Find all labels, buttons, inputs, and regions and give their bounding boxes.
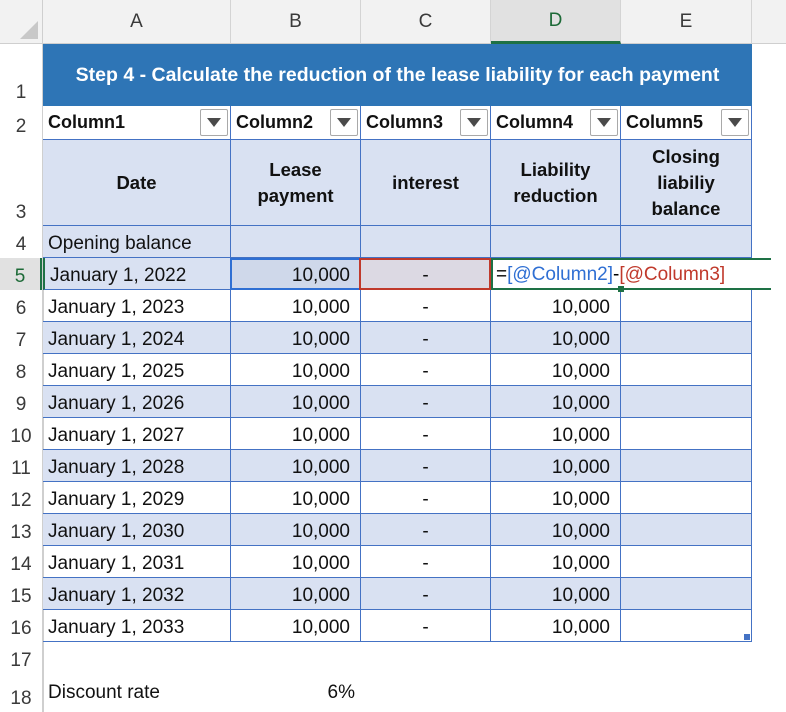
cell-d16-liability-reduction[interactable]: 10,000 xyxy=(491,610,621,642)
row-header-12[interactable]: 12 xyxy=(0,482,43,514)
cell-b9-lease-payment[interactable]: 10,000 xyxy=(231,386,361,418)
row-header-10[interactable]: 10 xyxy=(0,418,43,450)
formula-equals: = xyxy=(496,264,508,285)
cell-b4[interactable] xyxy=(231,226,361,258)
formula-reference-box-column2 xyxy=(230,258,361,290)
header-liability-reduction-label: Liability reduction xyxy=(513,158,598,206)
cell-e11-closing-balance[interactable] xyxy=(621,450,752,482)
chevron-down-icon xyxy=(207,118,221,127)
cell-c16-interest[interactable]: - xyxy=(361,610,491,642)
cell-e13-closing-balance[interactable] xyxy=(621,514,752,546)
fill-handle[interactable] xyxy=(618,286,624,292)
cell-c11-interest[interactable]: - xyxy=(361,450,491,482)
row-header-1[interactable]: 1 xyxy=(0,44,43,106)
cell-a16-date[interactable]: January 1, 2033 xyxy=(43,610,231,642)
cell-e10-closing-balance[interactable] xyxy=(621,418,752,450)
cell-a8-date[interactable]: January 1, 2025 xyxy=(43,354,231,386)
cell-d15-liability-reduction[interactable]: 10,000 xyxy=(491,578,621,610)
row-header-2[interactable]: 2 xyxy=(0,106,43,140)
cell-d10-liability-reduction[interactable]: 10,000 xyxy=(491,418,621,450)
filter-dropdown-button[interactable] xyxy=(200,109,228,136)
row-header-5[interactable]: 5 xyxy=(0,258,43,290)
cell-e7-closing-balance[interactable] xyxy=(621,322,752,354)
column-header-c[interactable]: C xyxy=(361,0,491,44)
cell-e9-closing-balance[interactable] xyxy=(621,386,752,418)
header-closing-balance[interactable] xyxy=(621,140,752,226)
row-header-9[interactable]: 9 xyxy=(0,386,43,418)
column-header-b[interactable]: B xyxy=(231,0,361,44)
table-resize-handle[interactable] xyxy=(744,634,750,640)
cell-a13-date[interactable]: January 1, 2030 xyxy=(43,514,231,546)
header-liability-reduction[interactable] xyxy=(491,140,621,226)
filter-dropdown-button[interactable] xyxy=(590,109,618,136)
cell-b11-lease-payment[interactable]: 10,000 xyxy=(231,450,361,482)
row-header-16[interactable]: 16 xyxy=(0,610,43,642)
table-header-label: Column5 xyxy=(626,112,704,132)
table-header-label: Column1 xyxy=(48,112,126,132)
cell-e6-closing-balance[interactable] xyxy=(621,290,752,322)
row-header-7[interactable]: 7 xyxy=(0,322,43,354)
cell-b14-lease-payment[interactable]: 10,000 xyxy=(231,546,361,578)
cell-e14-closing-balance[interactable] xyxy=(621,546,752,578)
row-header-18[interactable]: 18 xyxy=(0,674,43,712)
row-header-13[interactable]: 13 xyxy=(0,514,43,546)
discount-rate-label[interactable]: Discount rate xyxy=(48,682,160,703)
row-header-4[interactable]: 4 xyxy=(0,226,43,258)
cell-a6-date[interactable]: January 1, 2023 xyxy=(43,290,231,322)
cell-d4[interactable] xyxy=(491,226,621,258)
cell-b8-lease-payment[interactable]: 10,000 xyxy=(231,354,361,386)
table-header-column5[interactable] xyxy=(621,106,752,140)
cell-a12-date[interactable]: January 1, 2029 xyxy=(43,482,231,514)
cell-e8-closing-balance[interactable] xyxy=(621,354,752,386)
select-all-corner[interactable] xyxy=(0,0,43,44)
cell-b6-lease-payment[interactable]: 10,000 xyxy=(231,290,361,322)
cell-d13-liability-reduction[interactable]: 10,000 xyxy=(491,514,621,546)
cell-b15-lease-payment[interactable]: 10,000 xyxy=(231,578,361,610)
cell-d6-liability-reduction[interactable]: 10,000 xyxy=(491,290,621,322)
chevron-down-icon xyxy=(467,118,481,127)
cell-d9-liability-reduction[interactable]: 10,000 xyxy=(491,386,621,418)
active-cell-formula-d5[interactable] xyxy=(491,258,771,290)
formula-operator: - xyxy=(613,264,620,285)
header-date[interactable]: Date xyxy=(43,140,231,226)
cell-a14-date[interactable]: January 1, 2031 xyxy=(43,546,231,578)
cell-b16-lease-payment[interactable]: 10,000 xyxy=(231,610,361,642)
header-closing-balance-label: Closing liabiliy balance xyxy=(651,145,721,219)
cell-e16-closing-balance[interactable] xyxy=(621,610,752,642)
cell-e4[interactable] xyxy=(621,226,752,258)
cell-d14-liability-reduction[interactable]: 10,000 xyxy=(491,546,621,578)
table-header-column4[interactable] xyxy=(491,106,621,140)
cell-c13-interest[interactable]: - xyxy=(361,514,491,546)
cell-e15-closing-balance[interactable] xyxy=(621,578,752,610)
row-header-11[interactable]: 11 xyxy=(0,450,43,482)
column-header-overflow xyxy=(752,0,786,44)
cell-c5-interest[interactable]: - xyxy=(361,258,491,290)
column-header-a[interactable]: A xyxy=(43,0,231,44)
cell-b7-lease-payment[interactable]: 10,000 xyxy=(231,322,361,354)
cell-d12-liability-reduction[interactable]: 10,000 xyxy=(491,482,621,514)
table-header-label: Column4 xyxy=(496,112,574,132)
cell-c8-interest[interactable]: - xyxy=(361,354,491,386)
cell-a10-date[interactable]: January 1, 2027 xyxy=(43,418,231,450)
cell-b5-lease-payment[interactable]: 10,000 xyxy=(231,258,361,290)
cell-c9-interest[interactable]: - xyxy=(361,386,491,418)
cell-a4-opening-balance[interactable]: Opening balance xyxy=(43,226,231,258)
table-header-column1[interactable] xyxy=(43,106,231,140)
row-header-3[interactable]: 3 xyxy=(0,140,43,226)
table-header-label: Column2 xyxy=(236,112,314,132)
formula-ref-column2: [@Column2] xyxy=(507,264,613,285)
table-header-label: Column3 xyxy=(366,112,444,132)
cell-b13-lease-payment[interactable]: 10,000 xyxy=(231,514,361,546)
chevron-down-icon xyxy=(337,118,351,127)
cell-c10-interest[interactable]: - xyxy=(361,418,491,450)
row-header-8[interactable]: 8 xyxy=(0,354,43,386)
cell-c4[interactable] xyxy=(361,226,491,258)
formula-reference-box-column3 xyxy=(359,258,491,290)
formula-ref-column3: [@Column3] xyxy=(619,264,726,285)
column-header-d[interactable]: D xyxy=(491,0,621,44)
cell-c14-interest[interactable]: - xyxy=(361,546,491,578)
cell-a11-date[interactable]: January 1, 2028 xyxy=(43,450,231,482)
cell-b12-lease-payment[interactable]: 10,000 xyxy=(231,482,361,514)
cell-a7-date[interactable]: January 1, 2024 xyxy=(43,322,231,354)
filter-dropdown-button[interactable] xyxy=(330,109,358,136)
row-header-15[interactable]: 15 xyxy=(0,578,43,610)
table-header-column3[interactable] xyxy=(361,106,491,140)
header-lease-payment-label: Lease payment xyxy=(257,158,334,206)
chevron-down-icon xyxy=(728,118,742,127)
header-lease-payment[interactable] xyxy=(231,140,361,226)
cell-d11-liability-reduction[interactable]: 10,000 xyxy=(491,450,621,482)
row-header-14[interactable]: 14 xyxy=(0,546,43,578)
cell-a5-date[interactable]: January 1, 2022 xyxy=(43,258,231,290)
header-interest[interactable]: interest xyxy=(361,140,491,226)
cell-d8-liability-reduction[interactable]: 10,000 xyxy=(491,354,621,386)
filter-dropdown-button[interactable] xyxy=(460,109,488,136)
cell-b10-lease-payment[interactable]: 10,000 xyxy=(231,418,361,450)
cell-e12-closing-balance[interactable] xyxy=(621,482,752,514)
select-all-triangle-icon xyxy=(20,21,38,39)
cell-c6-interest[interactable]: - xyxy=(361,290,491,322)
discount-rate-value[interactable]: 6% xyxy=(327,682,355,703)
column-header-e[interactable]: E xyxy=(621,0,752,44)
cell-a9-date[interactable]: January 1, 2026 xyxy=(43,386,231,418)
sheet-title[interactable]: Step 4 - Calculate the reduction of the lease liability for each payment xyxy=(43,44,752,106)
cell-a15-date[interactable]: January 1, 2032 xyxy=(43,578,231,610)
chevron-down-icon xyxy=(597,118,611,127)
cell-c7-interest[interactable]: - xyxy=(361,322,491,354)
cell-c12-interest[interactable]: - xyxy=(361,482,491,514)
row-header-17[interactable]: 17 xyxy=(0,642,43,674)
row-header-6[interactable]: 6 xyxy=(0,290,43,322)
cell-d7-liability-reduction[interactable]: 10,000 xyxy=(491,322,621,354)
filter-dropdown-button[interactable] xyxy=(721,109,749,136)
table-header-column2[interactable] xyxy=(231,106,361,140)
cell-c15-interest[interactable]: - xyxy=(361,578,491,610)
